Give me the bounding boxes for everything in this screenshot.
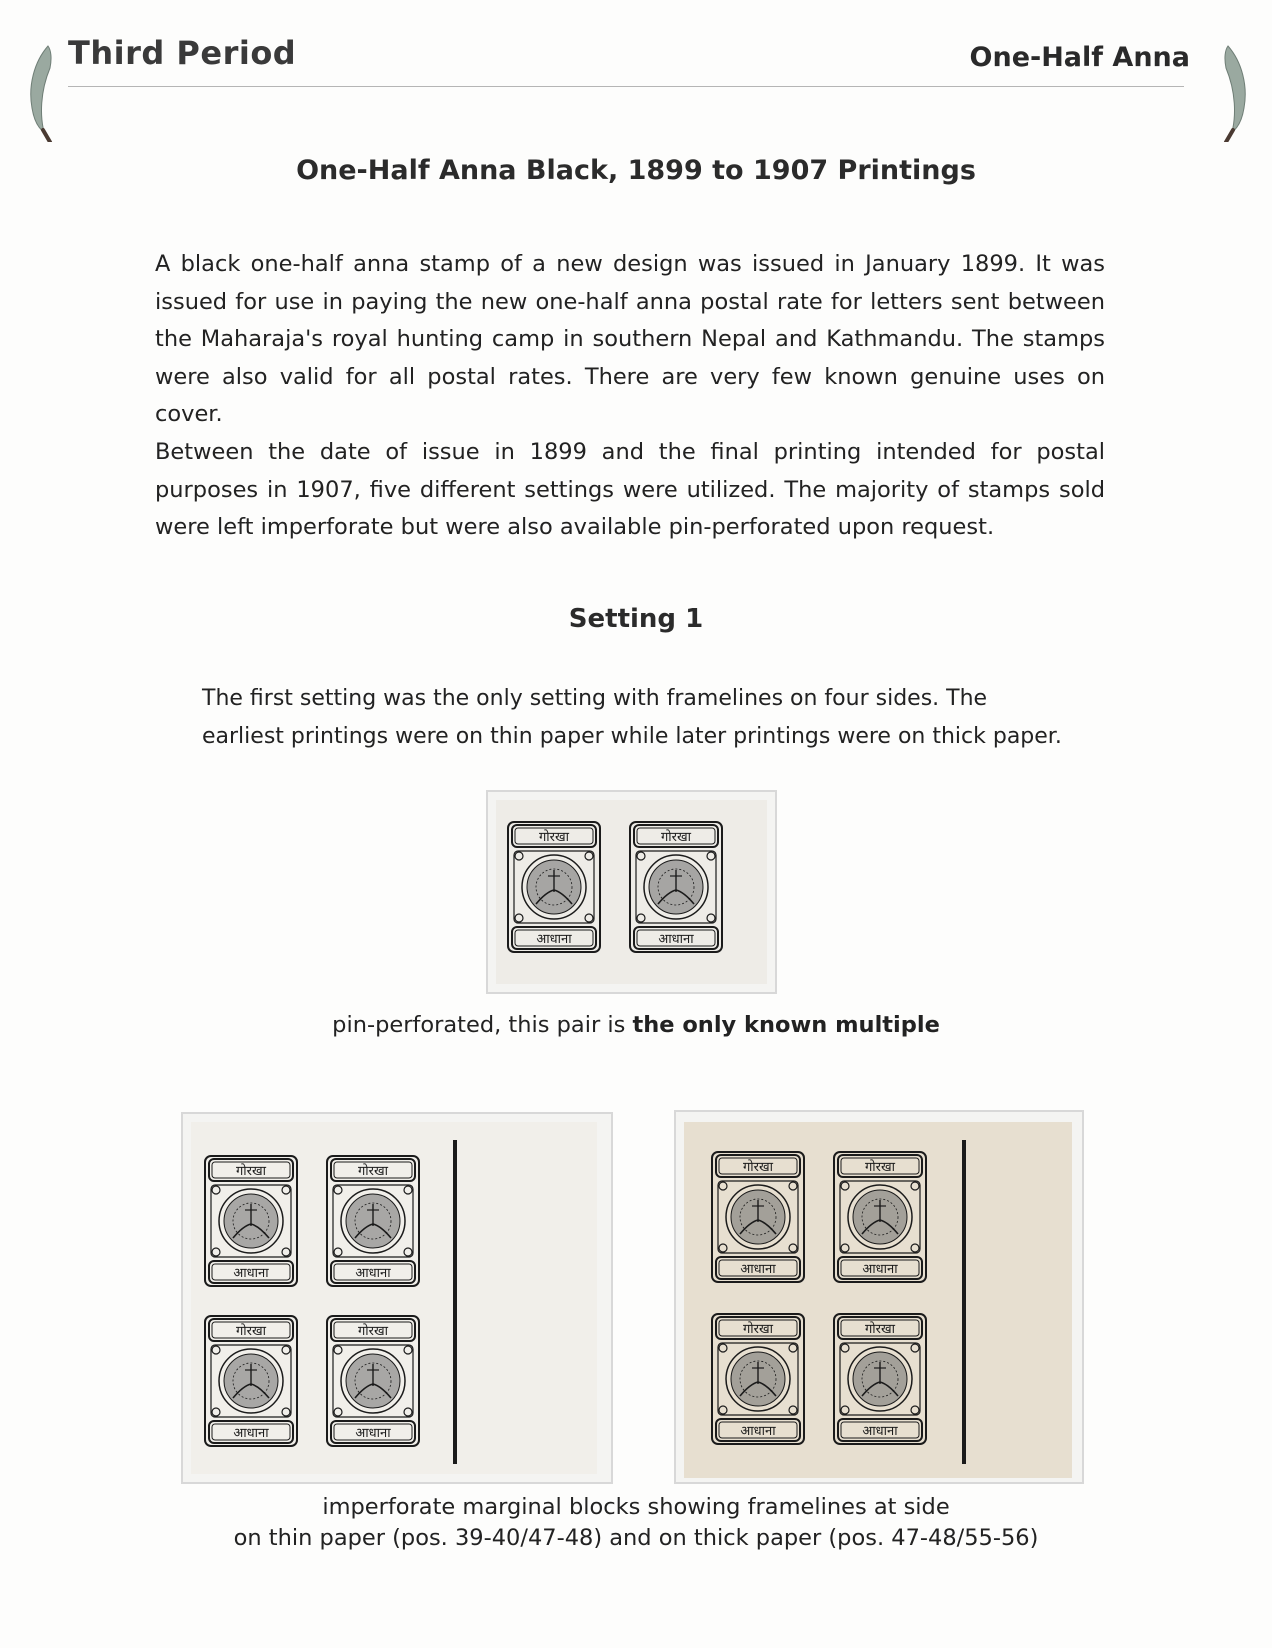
svg-text:आधाना: आधाना	[862, 1424, 898, 1439]
setting-description: The first setting was the only setting with framelines on four sides. The earliest printings were on thin paper while later printings were on thick paper.	[202, 686, 1062, 749]
svg-text:गोरखा: गोरखा	[235, 1164, 267, 1179]
svg-text:आधाना: आधाना	[740, 1262, 776, 1277]
side-frameline	[453, 1140, 457, 1464]
stamp	[203, 1154, 299, 1288]
thick-paper-block-mount	[674, 1110, 1084, 1484]
header-divider	[68, 86, 1184, 87]
settings-paragraph: Between the date of issue in 1899 and the final printing intended for postal purposes in 1907, five different settings were utilized. The majority of stamps sold were left imperforate but were also available pin-perforated upon request.	[155, 439, 1105, 540]
svg-text:गोरखा: गोरखा	[660, 830, 692, 845]
svg-text:गोरखा: गोरखा	[742, 1160, 774, 1175]
svg-text:गोरखा: गोरखा	[357, 1164, 389, 1179]
stamp	[628, 820, 724, 954]
stamp-pair-mount	[486, 790, 777, 994]
svg-text:गोरखा: गोरखा	[235, 1324, 267, 1339]
blocks-caption-line-1: imperforate marginal blocks showing framelines at side	[322, 1494, 950, 1520]
setting-heading: Setting 1	[568, 604, 704, 634]
svg-text:आधाना: आधाना	[740, 1424, 776, 1439]
svg-text:आधाना: आधाना	[355, 1426, 391, 1441]
stamp	[710, 1150, 806, 1284]
blocks-caption-line-2: on thin paper (pos. 39-40/47-48) and on thick paper (pos. 47-48/55-56)	[233, 1525, 1039, 1551]
intro-paragraph: A black one-half anna stamp of a new design was issued in January 1899. It was issued for use in paying the new one-half anna postal rate for letters sent between the Maharaja's royal hunting camp in southern Nepal and Kathmandu. The stamps were also valid for all postal rates. There are very few known genuine uses on cover.	[155, 251, 1105, 427]
side-frameline	[962, 1140, 966, 1464]
svg-text:आधाना: आधाना	[233, 1426, 269, 1441]
pair-caption-text: pin-perforated, this pair is	[332, 1012, 633, 1038]
stamp	[710, 1312, 806, 1446]
svg-text:गोरखा: गोरखा	[538, 830, 570, 845]
svg-text:गोरखा: गोरखा	[864, 1322, 896, 1337]
stamp	[325, 1154, 421, 1288]
blocks-caption	[0, 1492, 1272, 1554]
stamp	[506, 820, 602, 954]
svg-text:आधाना: आधाना	[233, 1266, 269, 1281]
svg-text:गोरखा: गोरखा	[742, 1322, 774, 1337]
stamp	[203, 1314, 299, 1448]
stamp	[832, 1150, 928, 1284]
khukuri-right-icon	[1218, 42, 1250, 142]
khukuri-left-icon	[26, 42, 58, 142]
svg-text:आधाना: आधाना	[862, 1262, 898, 1277]
svg-text:गोरखा: गोरखा	[864, 1160, 896, 1175]
thin-paper-block-mount	[181, 1112, 613, 1484]
svg-text:गोरखा: गोरखा	[357, 1324, 389, 1339]
svg-text:आधाना: आधाना	[355, 1266, 391, 1281]
svg-text:आधाना: आधाना	[536, 932, 572, 947]
page-title: One-Half Anna Black, 1899 to 1907 Printings	[296, 155, 976, 186]
pair-caption	[0, 1010, 1272, 1041]
header-stamp-title: One-Half Anna	[969, 42, 1190, 73]
header-section-title: Third Period	[68, 34, 297, 72]
stamp	[832, 1312, 928, 1446]
stamp	[325, 1314, 421, 1448]
pair-caption-emphasis: the only known multiple	[632, 1012, 940, 1038]
svg-text:आधाना: आधाना	[658, 932, 694, 947]
